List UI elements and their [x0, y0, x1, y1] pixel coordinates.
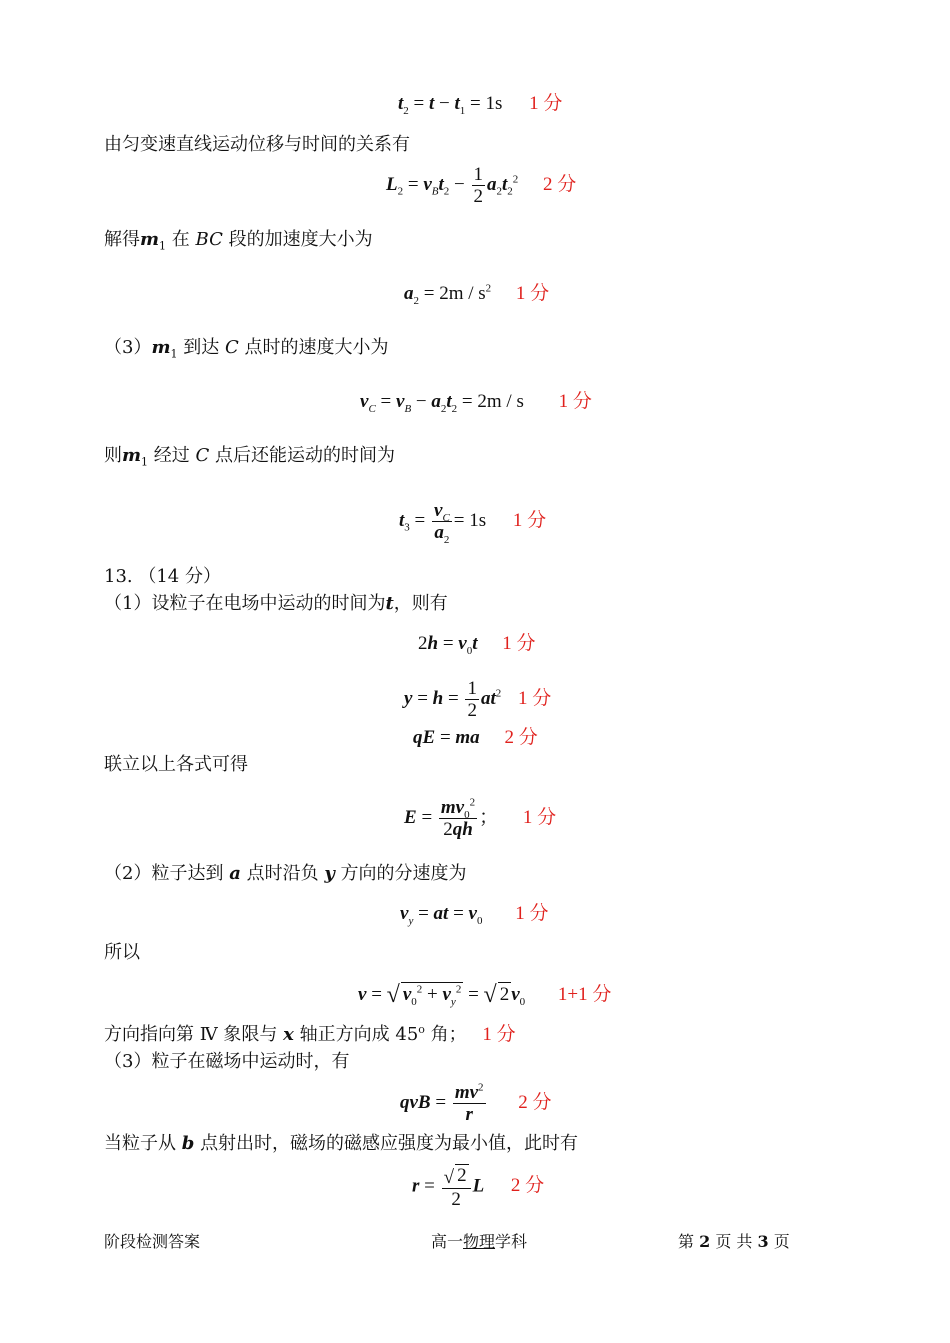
- score-vC: 1 分: [558, 391, 592, 412]
- text-combine: 联立以上各式可得: [104, 754, 248, 775]
- text-direction: 方向指向第 Ⅳ 象限与 x 轴正方向成 45$^o$ 角； 1 分: [104, 1023, 516, 1045]
- equation-qvB: qvB = $\frac{mv^2}{r}$ 2 分: [400, 1081, 552, 1125]
- text-after-C: 则$m_1$ 经过 C 点后还能运动的时间为: [104, 445, 396, 469]
- equation-vy: $v_y$ = at = $v_0$ 1 分: [400, 903, 549, 927]
- footer-page-number: 第 2 页 共 3 页: [678, 1232, 790, 1251]
- equation-vC: $v_C = v_B - a_2t_2 = 2m / s$ 1 分: [360, 391, 592, 415]
- score-r: 2 分: [510, 1175, 545, 1197]
- equation-t2: $t_2 = t - t_1 = 1s$ 1 分: [398, 93, 563, 117]
- text-displacement-relation: 由匀变速直线运动位移与时间的关系有: [104, 134, 410, 155]
- text-solve-a2: 解得$m_1$ 在 BC 段的加速度大小为: [104, 229, 373, 253]
- score-v: 1+1 分: [557, 984, 612, 1005]
- equation-2h: $2h = v_0t$ 1 分: [418, 633, 536, 657]
- text-exit-b: 当粒子从 b 点射出时，磁场的磁感应强度为最小值，此时有: [104, 1133, 579, 1154]
- score-qE: 2 分: [504, 727, 538, 748]
- text-part3-magnetic: （3）粒子在磁场中运动时，有: [104, 1051, 350, 1072]
- equation-L2: $L_2 = v_Bt_2$ − $\frac{1}{2}$ $a_2t_2^2$ 2 分: [386, 164, 577, 207]
- equation-r: r = $\frac{√ 2}{2}$ L 2 分: [412, 1165, 545, 1210]
- score-qvB: 2 分: [518, 1091, 552, 1113]
- score-E: 1 分: [522, 806, 557, 828]
- footer-center: 高一物理学科: [431, 1232, 528, 1251]
- score-t2: 1 分: [529, 93, 563, 114]
- text-so: 所以: [104, 942, 140, 963]
- equation-t3: $t_3$ = $\frac{v_C}{a_2}$ = 1s 1 分: [399, 500, 547, 546]
- score-vy: 1 分: [515, 903, 549, 924]
- text-part1: （1）设粒子在电场中运动的时间为t，则有: [104, 593, 448, 614]
- equation-E: E = $\frac{mv_0^2}{2qh}$ ； 1 分: [404, 796, 557, 840]
- problem-13-heading: 13. （14 分）: [104, 566, 221, 587]
- equation-qE: qE = ma 2 分: [413, 727, 538, 748]
- score-2h: 1 分: [502, 633, 536, 654]
- equation-v: v = √ $v_0^2 + v_y^2$ = √ 2 $v_0$ 1+1 分: [358, 982, 612, 1008]
- score-y: 1 分: [517, 687, 552, 709]
- equation-a2: $a_2 = 2m / s^2$ 1 分: [404, 282, 550, 307]
- text-part2: （2）粒子达到 a 点时沿负 y 方向的分速度为: [104, 863, 467, 884]
- score-L2: 2 分: [543, 173, 577, 195]
- equation-y: y = h = $\frac{1}{2}$ $at^2$ 1 分: [404, 678, 552, 721]
- text-part3-speed-at-C: $(3)m_1$ 到达 C 点时的速度大小为: [104, 337, 389, 361]
- score-t3: 1 分: [512, 509, 547, 531]
- score-direction: 1 分: [482, 1024, 516, 1045]
- footer-left: 阶段检测答案: [104, 1232, 201, 1251]
- score-a2: 1 分: [515, 283, 550, 304]
